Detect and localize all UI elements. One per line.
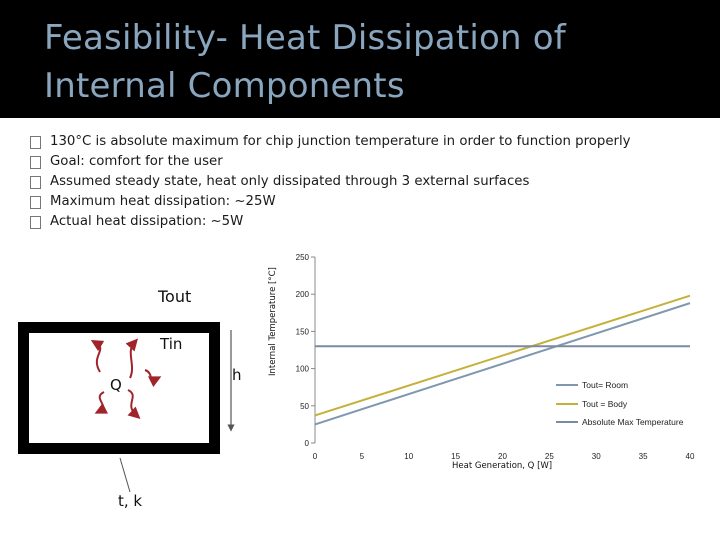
slide-title-line-2: Internal Components [44, 66, 405, 106]
x-axis-label: Heat Generation, Q [W] [452, 461, 553, 471]
bullet-text: Maximum heat dissipation: ~25W [50, 194, 276, 209]
x-tick-label: 35 [638, 452, 648, 461]
tk-label: t, k [118, 492, 143, 510]
y-tick-label: 200 [295, 290, 309, 300]
bullet-text: Actual heat dissipation: ~5W [50, 214, 244, 229]
x-tick-label: 20 [498, 452, 507, 461]
bullet-text: 130°C is absolute maximum for chip junction temperature in order to function properly [50, 134, 631, 149]
series-line-room [315, 303, 690, 424]
x-tick-label: 40 [685, 452, 695, 461]
legend-swatch [556, 421, 578, 423]
x-tick-label: 10 [404, 452, 414, 461]
legend-label: Absolute Max Temperature [582, 417, 684, 427]
y-tick-label: 150 [295, 327, 309, 337]
y-axis-label: Internal Temperature [°C] [268, 267, 278, 376]
legend-label: Tout = Body [582, 399, 628, 409]
legend-label: Tout= Room [582, 380, 629, 390]
y-tick-label: 100 [295, 364, 309, 374]
y-tick-label: 50 [300, 401, 309, 411]
slide-title-line-1: Feasibility- Heat Dissipation of [44, 18, 566, 58]
x-tick-label: 30 [591, 452, 601, 461]
y-tick-label: 0 [304, 439, 309, 448]
x-tick-label: 0 [312, 452, 318, 461]
legend-swatch [556, 384, 578, 386]
h-label: h [232, 366, 242, 384]
x-tick-label: 5 [359, 452, 365, 461]
x-tick-label: 15 [451, 452, 461, 461]
tout-label: Tout [158, 287, 192, 306]
y-tick-label: 250 [295, 253, 309, 262]
legend-swatch [556, 403, 578, 405]
tin-label: Tin [160, 335, 183, 353]
series-line-body [315, 296, 690, 416]
x-tick-label: 25 [544, 452, 554, 461]
q-label: Q [110, 376, 122, 394]
bullet-text: Goal: comfort for the user [50, 154, 223, 169]
bullet-text: Assumed steady state, heat only dissipated through 3 external surfaces [50, 174, 530, 189]
